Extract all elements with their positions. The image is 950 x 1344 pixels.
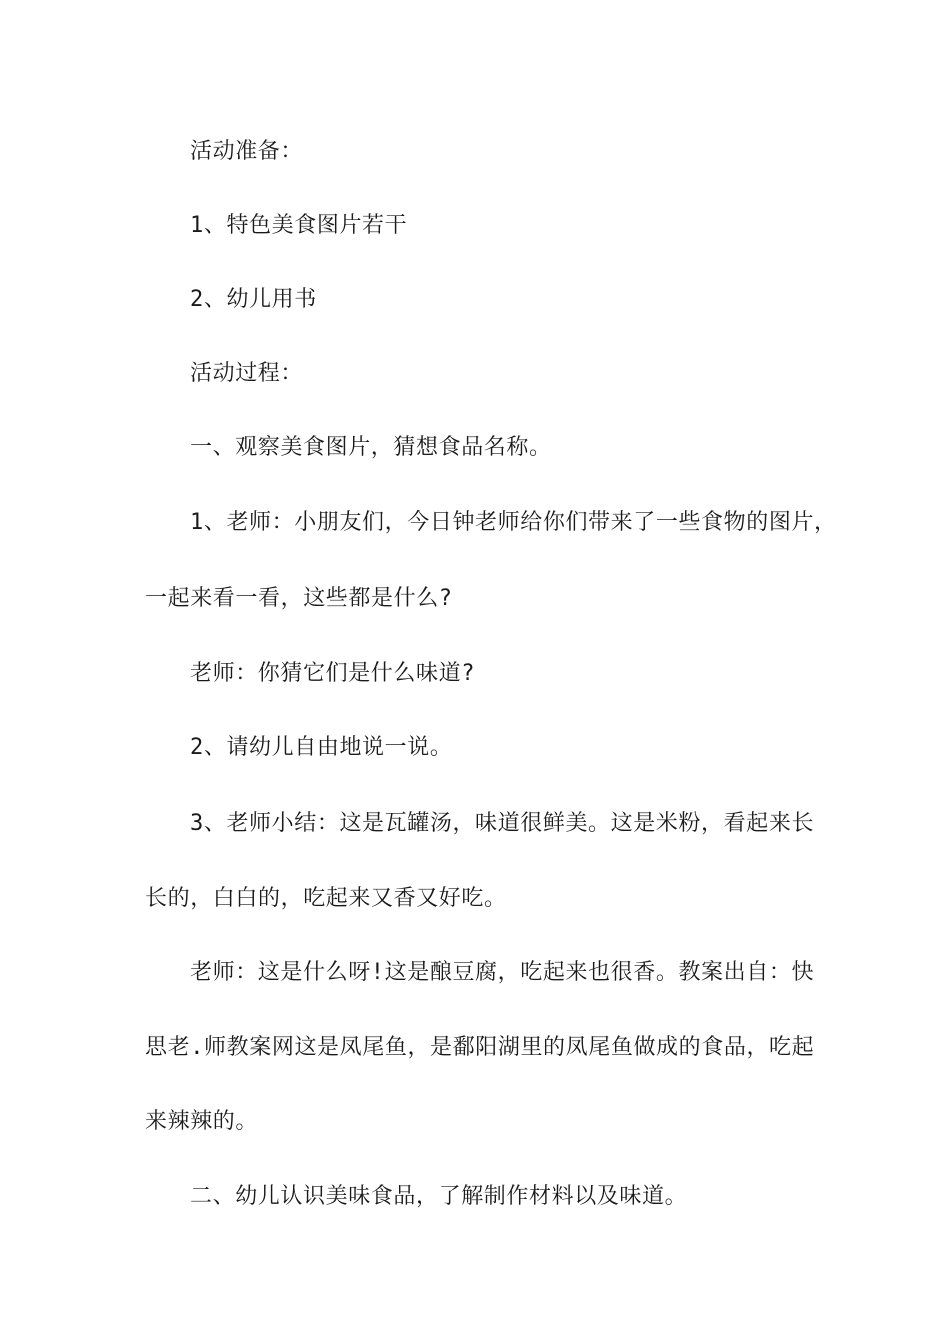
- preparation-item-1: 1、特色美食图片若干: [190, 213, 408, 238]
- section-heading-process: 活动过程：: [190, 361, 304, 386]
- process-step-1-heading: 一、观察美食图片，猜想食品名称。: [190, 435, 552, 460]
- process-step-2-heading: 二、幼儿认识美味食品，了解制作材料以及味道。: [190, 1184, 688, 1209]
- paragraph-line: 思老.师教案网这是凤尾鱼，是鄱阳湖里的凤尾鱼做成的食品，吃起: [145, 1035, 815, 1060]
- paragraph-line: 2、请幼儿自由地说一说。: [190, 735, 453, 760]
- section-heading-preparation: 活动准备：: [190, 139, 304, 164]
- paragraph-line: 来辣辣的。: [145, 1109, 259, 1134]
- paragraph-line: 一起来看一看，这些都是什么?: [145, 586, 453, 611]
- preparation-item-2: 2、幼儿用书: [190, 287, 317, 312]
- paragraph-line: 1、老师：小朋友们，今日钟老师给你们带来了一些食物的图片，: [190, 510, 837, 535]
- paragraph-line: 老师：这是什么呀!这是酿豆腐，吃起来也很香。教案出自：快: [190, 960, 815, 985]
- paragraph-line: 长的，白白的，吃起来又香又好吃。: [145, 886, 507, 911]
- paragraph-line: 老师：你猜它们是什么味道?: [190, 661, 476, 686]
- paragraph-line: 3、老师小结：这是瓦罐汤，味道很鲜美。这是米粉，看起来长: [190, 811, 815, 836]
